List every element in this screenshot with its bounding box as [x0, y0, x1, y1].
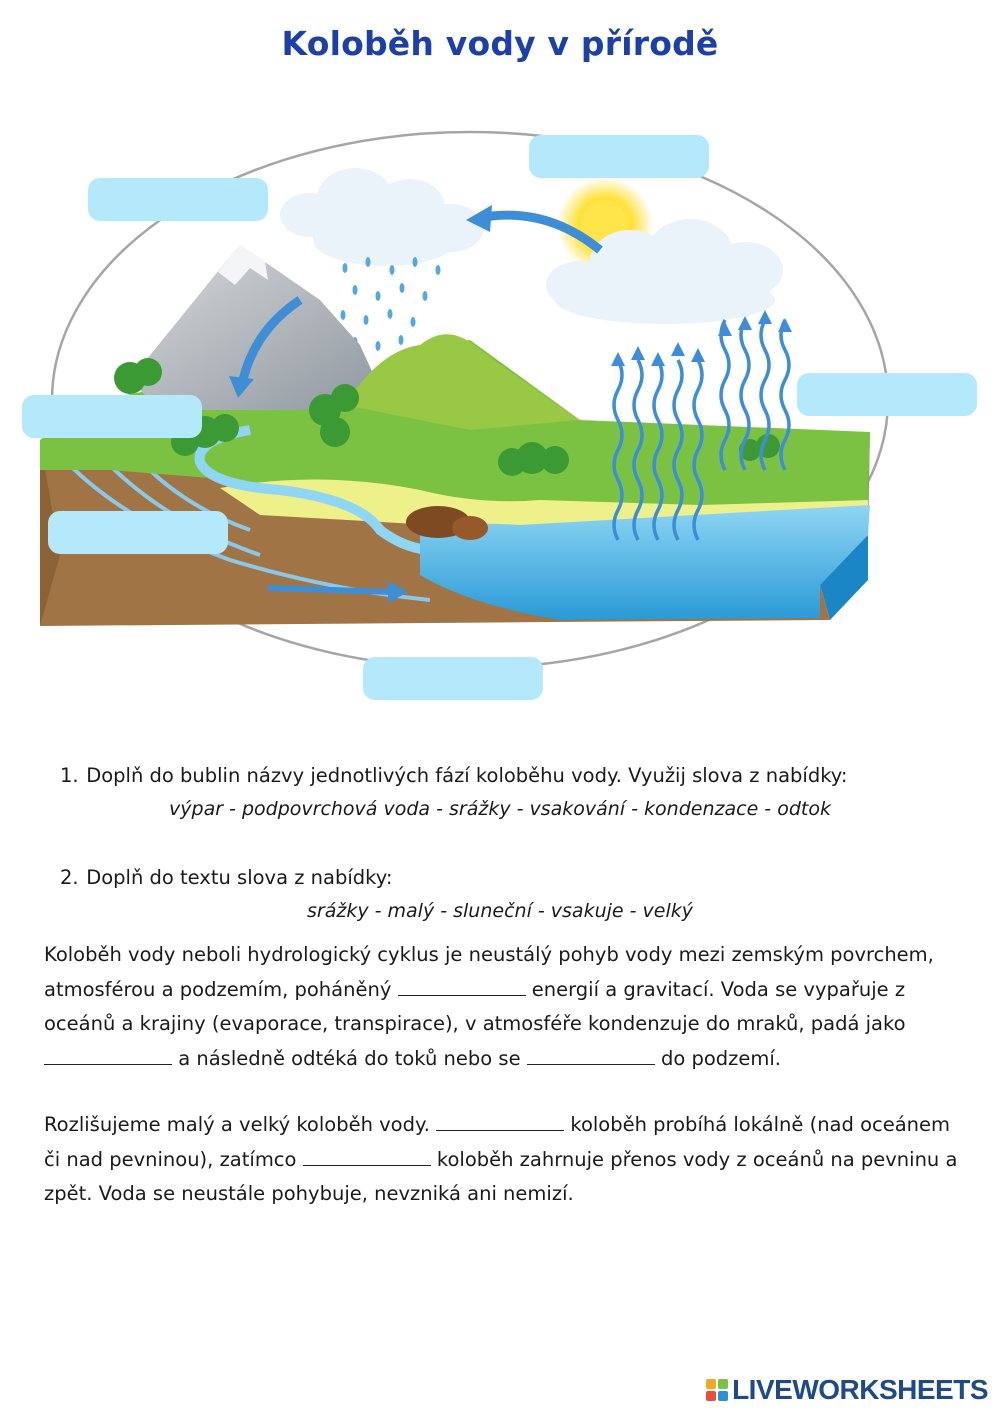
answer-bubble-right[interactable]: [797, 373, 977, 416]
task-1-word-bank: výpar - podpovrchová voda - srážky - vsakování - kondenzace - odtok: [169, 798, 831, 820]
blank-field[interactable]: [303, 1145, 431, 1166]
task-2-number: 2.: [60, 866, 79, 889]
groundwater-arrow-icon: [268, 588, 392, 592]
paragraph-1-text: Koloběh vody neboli hydrologický cyklus je neustálý pohyb vody mezi zemským povrchem, atmosférou a podzemím, poháněný: [44, 943, 934, 1001]
page-title: Koloběh vody v přírodě: [281, 24, 719, 63]
answer-bubble-bottom[interactable]: [363, 657, 543, 700]
answer-bubble-lower-left[interactable]: [48, 511, 228, 554]
cloud-left-icon: [280, 168, 484, 266]
task-2-text: Doplň do textu slova z nabídky:: [86, 866, 393, 889]
answer-bubble-top-right[interactable]: [529, 135, 709, 178]
paragraph-2-text: koloběh probíhá lokálně (nad oceánem či nad pevninou), zatímco: [44, 1113, 951, 1171]
task-2-word-bank: srážky - malý - sluneční - vsakuje - velký: [307, 900, 693, 922]
blank-field[interactable]: [527, 1044, 655, 1065]
liveworksheets-logo-icon: [706, 1379, 728, 1401]
task-2: [60, 864, 392, 892]
paragraph-2-text: Rozlišujeme malý a velký koloběh vody.: [44, 1113, 437, 1136]
answer-bubble-top-left[interactable]: [88, 178, 268, 221]
task-1: [60, 762, 847, 790]
paragraph-2-text: koloběh zahrnuje přenos vody z oceánů na pevninu a zpět. Voda se neustále pohybuje, nevzniká ani nemizí.: [44, 1147, 958, 1205]
paragraph-1-text: do podzemí.: [654, 1046, 782, 1070]
liveworksheets-logo: [706, 1374, 988, 1406]
paragraph-1: [44, 938, 964, 1076]
paragraph-1-text: a následně odtéká do toků nebo se: [172, 1046, 527, 1070]
task-1-number: 1.: [60, 764, 79, 787]
answer-bubble-left[interactable]: [22, 395, 202, 438]
logo-text: LIVEWORKSHEETS: [732, 1374, 988, 1405]
blank-field[interactable]: [398, 975, 526, 996]
paragraph-1-text: energií a gravitací. Voda se vypařuje z oceánů a krajiny (evaporace, transpirace), v atmosféře kondenzuje do mraků, padá jako: [44, 977, 906, 1035]
paragraph-2: [44, 1108, 964, 1212]
task-1-text: Doplň do bublin názvy jednotlivých fází koloběhu vody. Využij slova z nabídky:: [86, 764, 848, 787]
blank-field[interactable]: [44, 1044, 172, 1065]
blank-field[interactable]: [436, 1110, 564, 1131]
